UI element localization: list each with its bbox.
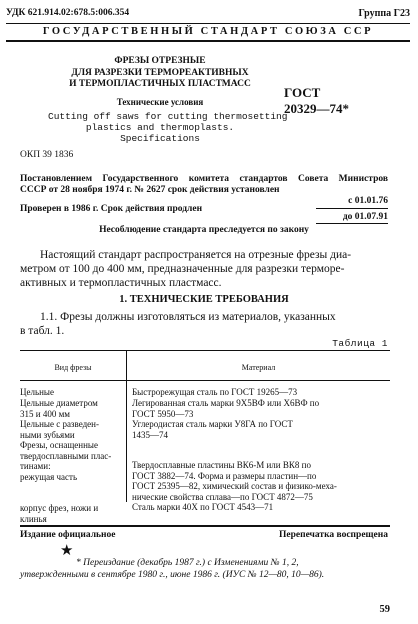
table-cell: Быстрорежущая сталь по ГОСТ 19265—73 [132,387,298,397]
gost-label: ГОСТ [284,85,321,100]
title-line: И ТЕРМОПЛАСТИЧНЫХ ПЛАСТМАСС [69,79,251,89]
section-line: 1.1. Фрезы должны изготовляться из материалов, указанных [40,311,336,323]
star-icon: ★ [60,543,74,559]
header-rule-top [6,23,410,24]
table-cell: 1435—74 [132,429,168,440]
table-cell: ГОСТ 25395—82, химический состав и физико-меха- [132,481,337,491]
footer-rule [20,525,390,527]
title-line: ФРЕЗЫ ОТРЕЗНЫЕ [114,56,206,66]
english-title-line: Specifications [120,133,200,144]
english-title-line: Cutting off saws for cutting thermosetting [48,111,288,122]
table-cell: Цельные [20,387,54,397]
official-edition: Издание официальное [20,530,116,540]
table-cell: твердосплавными плас- [20,450,112,461]
decree-line: СССР от 28 ноября 1974 г. № 2627 срок действия установлен [20,185,280,195]
intro-line: метром от 100 до 400 мм, предназначенные для разрезки терморе- [20,263,345,275]
table-cell: Сталь марки 40Х по ГОСТ 4543—71 [132,502,274,512]
effective-date-to: до 01.07.91 [342,212,388,222]
reprint-prohibited: Перепечатка воспрещена [278,530,388,540]
intro-line: активных и термопластичных пластмасс. [20,277,222,289]
group-code: Группа Г23 [358,8,410,19]
document-subtitle: Технические условия [116,97,204,107]
decree-line: Постановлением Государственного комитета стандартов Совета Министров [20,174,388,184]
table-cell: корпус фрез, ножи и [20,503,99,513]
english-title [48,111,288,144]
table-cell: ГОСТ 3882—74. Форма и размеры пластин—по [132,470,317,481]
header-rule-bottom [6,40,410,42]
table-cell: клинья [20,513,47,524]
note-line: утвержденными в сентябре 1980 г., июне 1986 г. (ИУС № 12—80, 10—86). [20,570,325,580]
table-cell: Углеродистая сталь марки У8ГА по ГОСТ [132,419,293,429]
intro-paragraph [20,248,388,290]
table-top-rule [20,350,390,351]
table-cell: Цельные с разведен- [20,419,99,429]
table-cell: режущая часть [20,471,78,482]
table-cell: ГОСТ 5950—73 [132,408,194,419]
title-line: ДЛЯ РАЗРЕЗКИ ТЕРМОРЕАКТИВНЫХ [71,67,249,78]
page-number: 59 [379,604,390,615]
table-cell: тинами: [20,461,51,471]
intro-line: Настоящий стандарт распространяется на отрезные фрезы диа- [40,249,352,261]
date-rule [316,223,388,224]
table-cell: ными зубьями [20,429,75,440]
section-paragraph [20,310,388,338]
table-caption: Таблица 1 [332,338,388,349]
column-header-material: Материал [241,363,276,372]
document-title [48,56,272,91]
table-header-rule [20,380,390,381]
section-heading: 1. ТЕХНИЧЕСКИЕ ТРЕБОВАНИЯ [119,294,289,305]
table-cell: Легированная сталь марки 9Х5ВФ или Х6ВФ по [132,398,320,408]
table-column-divider [126,350,127,502]
checked-note: Проверен в 1986 г. Срок действия продлен [20,204,203,214]
english-title-line: plastics and thermoplasts. [85,122,235,133]
column-header-type: Вид фрезы [54,363,92,372]
okp-code: ОКП 39 1836 [20,150,74,160]
legal-warning: Несоблюдение стандарта преследуется по закону [99,225,309,235]
date-rule [316,208,388,209]
table-cell: Твердосплавные пластины ВК6-М или ВК8 по [132,460,311,470]
effective-date-from: с 01.01.76 [348,196,388,206]
section-line: в табл. 1. [20,325,65,337]
gost-number: 20329—74* [284,101,349,116]
table-cell: Цельные диаметром [20,398,98,408]
table-cell: нические свойства сплава—по ГОСТ 4872—75 [132,491,313,502]
note-line: * Переиздание (декабрь 1987 г.) с Изменениями № 1, 2, [76,558,299,568]
standard-banner: ГОСУДАРСТВЕННЫЙ СТАНДАРТ СОЮЗА ССР [42,26,374,37]
table-cell: 315 и 400 мм [20,408,70,419]
table-cell: Фрезы, оснащенные [20,440,98,450]
udc-code: УДК 621.914.02:678.5:006.354 [6,8,130,18]
reissue-note [20,557,392,581]
